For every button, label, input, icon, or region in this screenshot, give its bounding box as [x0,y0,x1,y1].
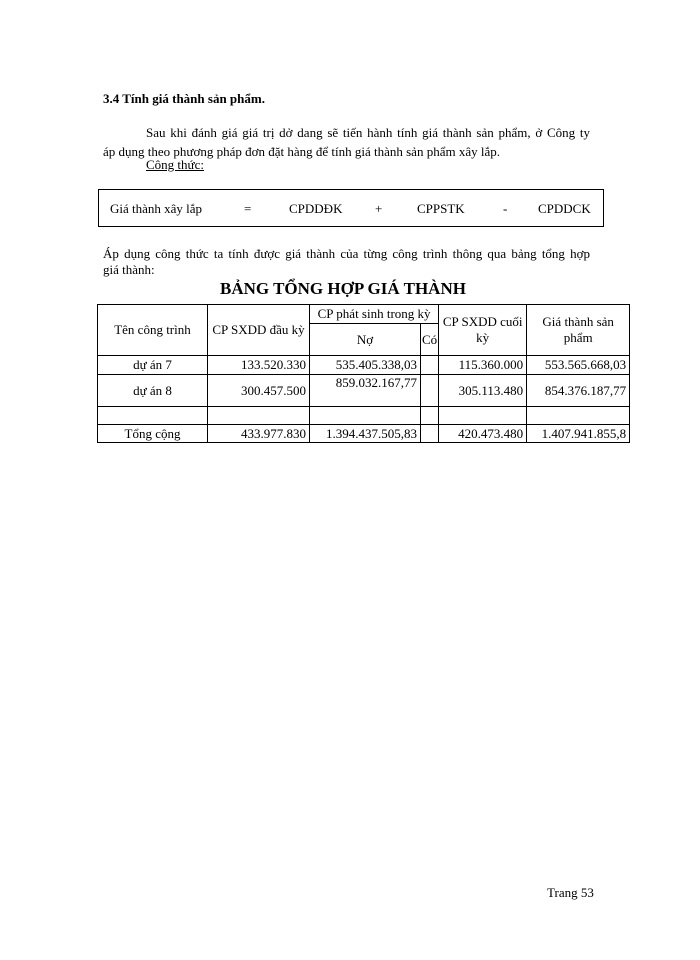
formula-label: Công thức: [146,157,204,172]
table-row [98,375,630,407]
formula-lhs: Giá thành xây lắp [110,201,203,216]
cell-product-cost [527,407,630,425]
cell-total-opening-wip: 433.977.830 [208,425,310,443]
cell-product-cost: 553.565.668,03 [527,356,630,375]
cell-project-name: dự án 8 [98,375,208,407]
section-heading: 3.4 Tính giá thành sản phẩm. [103,91,265,106]
table-total-row [98,425,630,443]
cell-closing-wip: 115.360.000 [439,356,527,375]
cell-project-name [98,407,208,425]
table-row [98,356,630,375]
cell-credit [421,375,439,407]
cell-total-debit: 1.394.437.505,83 [310,425,421,443]
cell-credit [421,356,439,375]
formula-box [98,189,604,227]
cell-opening-wip [208,407,310,425]
table-header-row [98,305,630,324]
formula-term-closing-wip: CPDDCK [538,201,591,216]
table-title: BẢNG TỔNG HỢP GIÁ THÀNH [220,279,466,298]
formula-term-opening-wip: CPDDĐK [289,201,343,216]
apply-line-1: Áp dụng công thức ta tính được giá thành của từng công trình thông qua bảng tổng hợp [103,246,590,261]
formula-minus: - [503,201,508,216]
header-period-cost: CP phát sinh trong kỳ [310,305,439,324]
apply-paragraph [103,246,590,278]
cell-project-name: dự án 7 [98,356,208,375]
cell-total-product-cost: 1.407.941.855,8 [527,425,630,443]
page-number: Trang 53 [547,885,594,900]
header-product-cost: Giá thành sản phẩm [527,305,630,356]
cell-total-label: Tổng cộng [98,425,208,443]
intro-paragraph [103,123,590,161]
header-opening-wip: CP SXDD đầu kỳ [208,305,310,356]
cell-closing-wip [439,407,527,425]
intro-line-2: áp dụng theo phương pháp đơn đặt hàng để tính giá thành sản phẩm xây lắp. [103,144,500,159]
table-row-empty [98,407,630,425]
apply-line-2: giá thành: [103,262,155,277]
formula-equals: = [244,201,252,216]
cell-debit: 859.032.167,77 [310,375,421,407]
cell-debit: 535.405.338,03 [310,356,421,375]
formula-term-period-cost: CPPSTK [417,201,465,216]
cell-total-credit [421,425,439,443]
cell-opening-wip: 133.520.330 [208,356,310,375]
cost-summary-table [97,304,630,443]
cell-product-cost: 854.376.187,77 [527,375,630,407]
header-closing-wip: CP SXDD cuối kỳ [439,305,527,356]
cell-debit [310,407,421,425]
cell-total-closing-wip: 420.473.480 [439,425,527,443]
formula-plus: + [375,201,383,216]
cell-opening-wip: 300.457.500 [208,375,310,407]
cell-credit [421,407,439,425]
cell-closing-wip: 305.113.480 [439,375,527,407]
header-project-name: Tên công trình [98,305,208,356]
header-credit: Có [421,324,439,356]
intro-line-1: Sau khi đánh giá giá trị dở dang sẽ tiến hành tính giá thành sản phẩm, ở Công ty [146,125,590,140]
header-debit: Nợ [310,324,421,356]
